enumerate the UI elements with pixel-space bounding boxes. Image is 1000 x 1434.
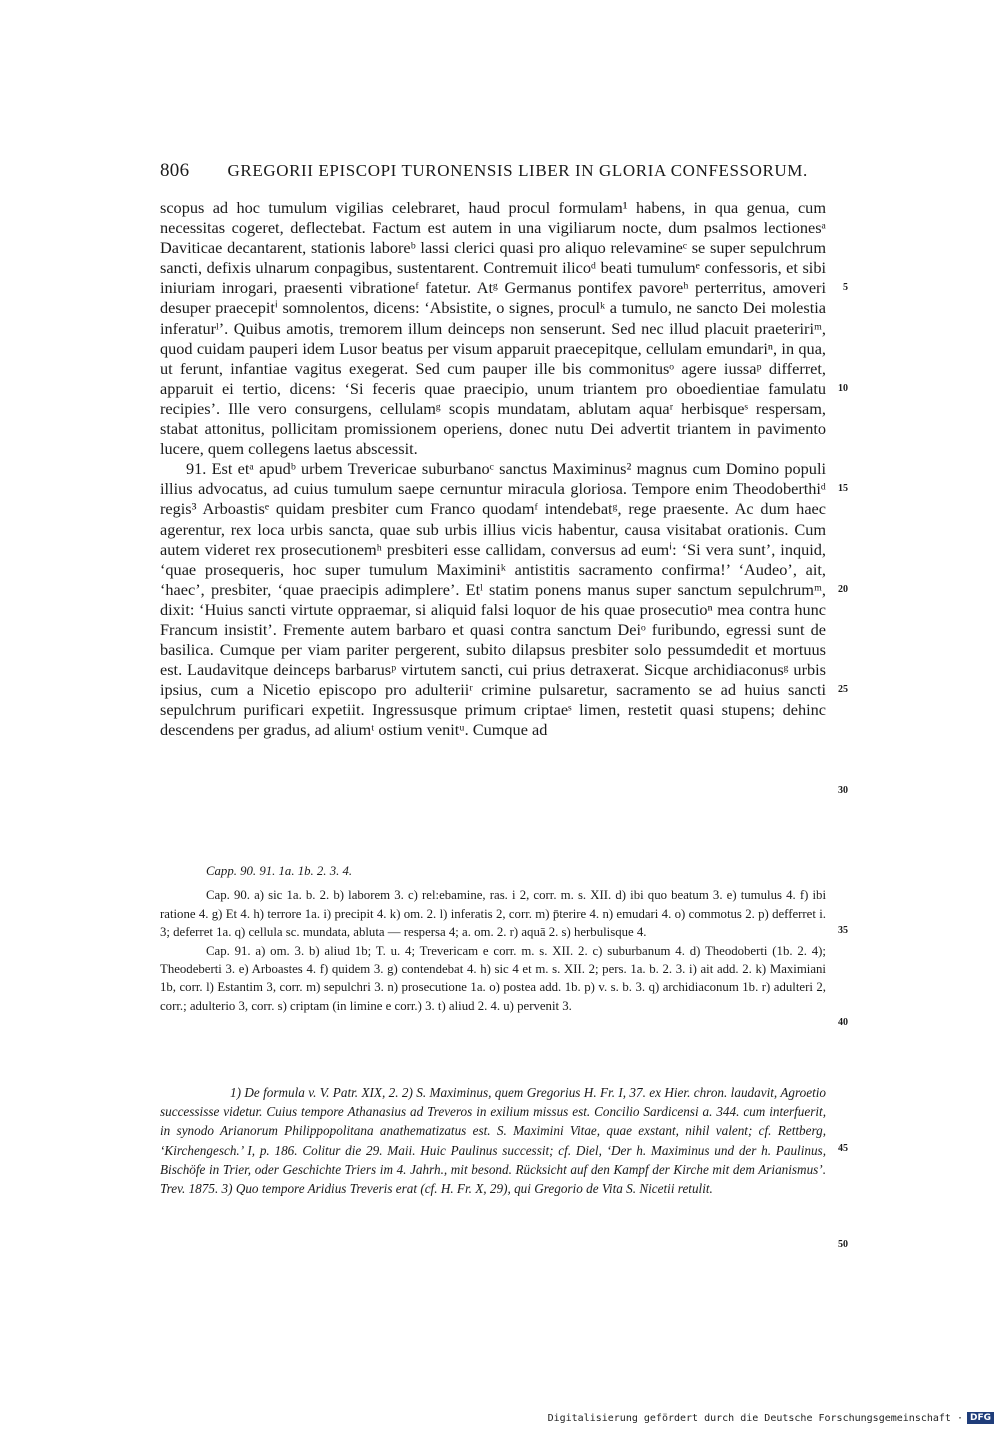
line-number: 50 <box>838 1239 848 1250</box>
line-number: 20 <box>838 584 848 595</box>
line-number: 5 <box>843 282 848 293</box>
line-number: 45 <box>838 1143 848 1154</box>
digitization-notice <box>548 1412 994 1424</box>
apparatus-cap-91: Cap. 91. a) om. 3. b) aliud 1b; T. u. 4; Trevericam e corr. m. s. XII. 2. c) suburbanum 4. d) Theodoberti (1b. 2. 4); Theodeberti 3. e) Arboastes 4. f) quidem 3. g) contendebat 4. h) sic 4 et m. s. XII. 2; pers. 1a. b. 2. 3. i) ait add. 2. k) Maximiani 1b, corr. l) Estantim 3, corr. m) sepulchri 3. n) prosecutione 1a. o) postea add. 1b. p) v. s. b. 3. q) archidiaconum 1b. r) adulteri 2, corr.; adulterio 3, corr. s) criptam (in limine e corr.) 3. t) aliud 2. 4. u) pervenit 3. <box>160 943 826 1013</box>
digitization-text: Digitalisierung gefördert durch die Deutsche Forschungsgemeinschaft · <box>547 1412 963 1424</box>
apparatus-cap-90: Cap. 90. a) sic 1a. b. 2. b) laborem 3. c) rel:ebamine, ras. i 2, corr. m. s. XII. d) ibi quo beatum 3. e) tumulus 4. f) ibi ratione 4. g) Et 4. h) terrore 1a. i) precipit 4. k) om. 2. l) inferatis 2, corr. m) p̄terire 4. n) emudari 4. o) commotus 2. p) defferret i. 3; deferret 1a. q) cellula sc. mundata, abluta — respersa 4; a. om. 2. r) aquā 2. s) herbulisque 4. <box>160 888 826 940</box>
running-title: GREGORII EPISCOPI TURONENSIS LIBER IN GLORIA CONFESSORUM. <box>227 161 808 180</box>
line-number: 15 <box>838 483 848 494</box>
line-number: 10 <box>838 383 848 394</box>
paragraph-chapter-91: 91. Est etᵃ apudᵇ urbem Trevericae suburbanoᶜ sanctus Maximinus² magnus cum Domino populi illius advocatus, ad cuius tumulum saepe cernuntur miracula gloriosa. Tempore enim Theodoberthiᵈ regis³ Arboastisᵉ quidam presbiter cum Franco quodamᶠ intendebatᵍ, rege praesente. Ac dum haec agerentur, rex loca urbis sancta, quae sub urbis illius vicis habentur, causa visitabat orationis. Cum autem videret rex prosecutionemʰ presbiteri esse callidam, conversus ad eumⁱ: ‘Si vera sunt’, inquid, ‘quae prosequeris, hoc super tumulum Maximiniᵏ antistitis sacramento confirma!’ ‘Audeo’, ait, ‘haec’, presbiter, ‘quae praecipis adimplere’. Etˡ statim ponens manus super sanctum sepulchrumᵐ, dixit: ‘Huius sancti virtute oppraemar, si aliquid falsi loquor de his quae prosecutioⁿ mea contra hunc Francum insistit’. Fremente autem barbaro et quasi contra sanctum Deiᵒ furibundo, egressi sunt de basilica. Cumque per viam pariter pergerent, subito dilapsus presbiter solo pessumdedit et mortuus est. Laudavitque deinceps barbarusᵖ virtutem sancti, cui prius detraxerat. Sicque archidiaconusᵍ urbis ipsius, cum a Nicetio episcopo pro adulteriiʳ crimine pulsaretur, sacramento se ad huius sancti sepulchrum purificari expetiit. Ingressusque primum criptaeˢ limen, restetit quasi stupens; dehinc descendens per gradus, ad aliumᵗ ostium venitᵘ. Cumque ad <box>160 459 826 740</box>
line-number: 25 <box>838 684 848 695</box>
dfg-logo-icon: DFG <box>967 1412 994 1424</box>
line-number: 30 <box>838 785 848 796</box>
page-header <box>160 160 828 182</box>
line-number: 40 <box>838 1017 848 1028</box>
page-number: 806 <box>160 160 190 181</box>
footnote-text: 1) De formula v. V. Patr. XIX, 2. 2) S. Maximinus, quem Gregorius H. Fr. I, 37. ex Hier. chron. laudavit, Agroetio successisse videtur. Cuius tempore Athanasius ad Treveros in exilium missus est. Concilio Sardicensi a. 344. cum interfuerit, in synodo Arianorum Philippopolitana anathematizatus est. S. Maximini Vitae, quae exstant, nihil valent; cf. Rettberg, ‘Kirchengesch.’ I, p. 186. Colitur die 29. Maii. Huic Paulinus successit; cf. Diel, ‘Der h. Maximinus und der h. Paulinus, Bischöfe in Trier, oder Geschichte Triers im 4. Jahrh., mit besond. Rücksicht auf den Kampf der Kirche mit dem Arianismus’. Trev. 1875. 3) Quo tempore Aridius Treveris erat (cf. H. Fr. X, 29), qui Gregorio de Vita S. Nicetii retulit. <box>160 1085 826 1197</box>
apparatus-sigla: Capp. 90. 91. 1a. 1b. 2. 3. 4. <box>206 864 353 878</box>
footnotes <box>160 1083 848 1250</box>
main-text <box>160 198 848 796</box>
paragraph-chapter-90-end: scopus ad hoc tumulum vigilias celebraret, haud procul formulam¹ habens, in qua genua, cum necessitas cogeret, deflectebat. Factum est autem in una vigiliarum nocte, dum psalmos lectionesᵃ Daviticae decantarent, stationis laboreᵇ lassi clerici quasi pro aliquo relevamineᶜ se super sepulchrum sancti, defixis ulnarum conpagibus, sustentarent. Contremuit ilicoᵈ beati tumulumᵉ confessoris, et sibi iniuriam inrogari, praesenti vibrationeᶠ fatetur. Atᵍ Germanus pontifex pavoreʰ perterritus, amoveri desuper praecepitⁱ somnolentos, dicens: ‘Absistite, o signes, proculᵏ a tumulo, ne sancto Dei molestia inferaturˡ’. Quibus amotis, tremorem illum deinceps non senserunt. Sed nec illud placuit praeteririᵐ, quod cuidam pauperi idem Lusor beatus per visum apparuit praecepitque, cellulam emundariⁿ, in qua, ut ferunt, infantiae vagitus exegerat. Sed cum pauper ille bis commonitusᵒ agere iussaᵖ differret, apparuit ei tertio, dicens: ‘Si feceris quae praecipio, unum triantem pro oboedientiae famulatu recipies’. Ille vero consurgens, cellulamᵍ scopis mundatam, ablutam aquaʳ herbisqueˢ respersam, stabat attonitus, pollicitam promissionem operiens, donec nutu Dei advertit triantem in pavimento lucere, quem collegens laetus abscessit. <box>160 198 826 459</box>
line-number: 35 <box>838 925 848 936</box>
critical-apparatus <box>160 862 848 1028</box>
